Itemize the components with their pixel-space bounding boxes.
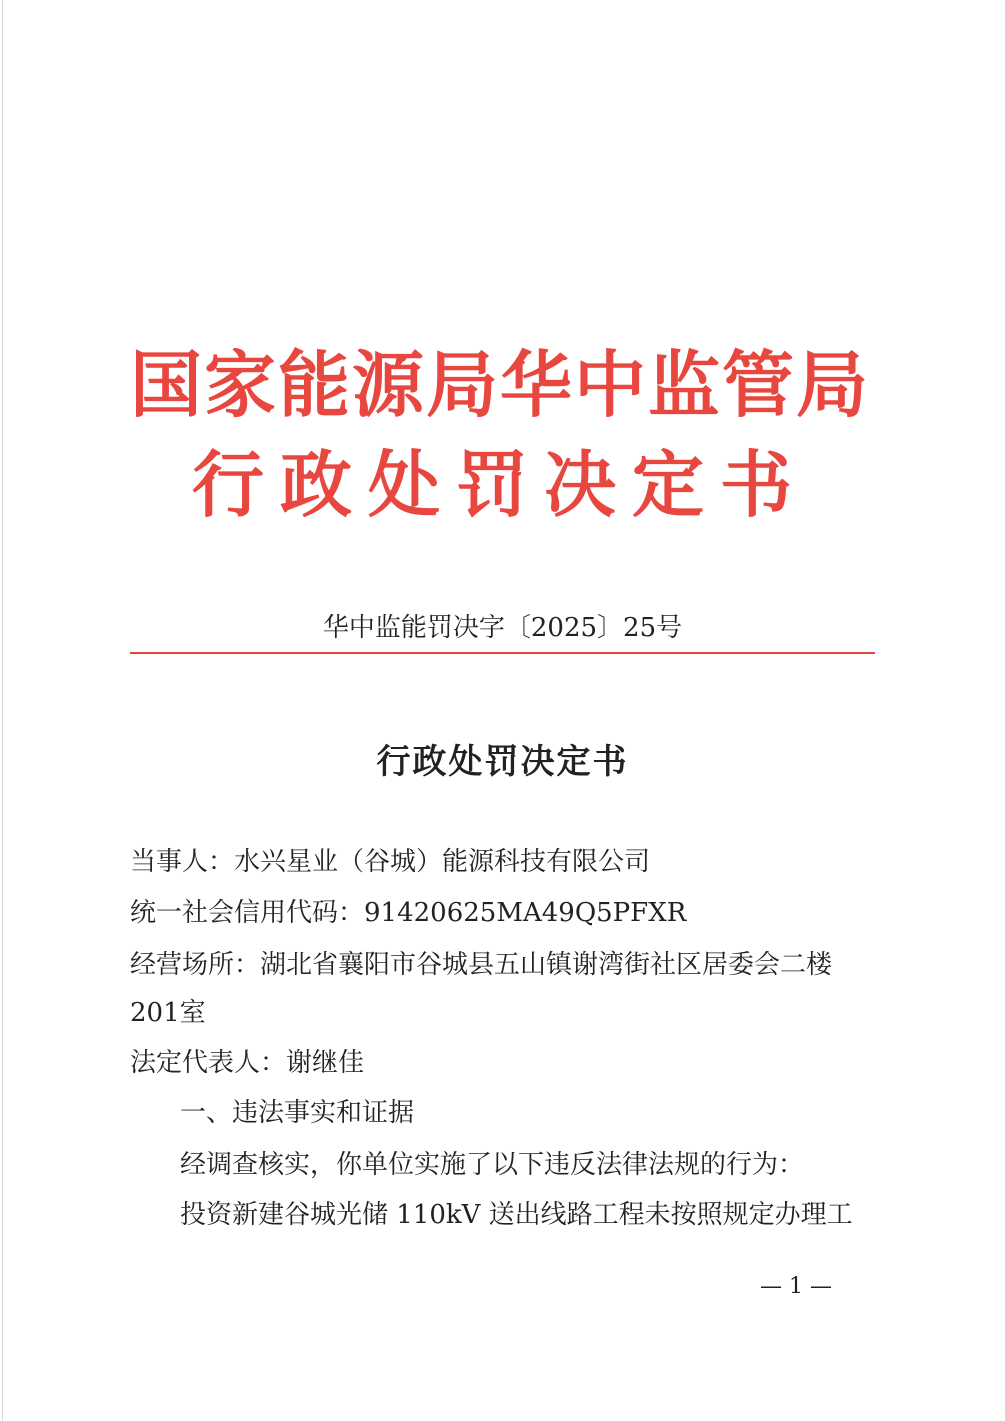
business-address-line1: 经营场所：湖北省襄阳市谷城县五山镇谢湾街社区居委会二楼: [130, 950, 833, 980]
body-paragraph-2: 投资新建谷城光储 110kV 送出线路工程未按照规定办理工: [180, 1200, 853, 1230]
document-title: 行政处罚决定书: [376, 742, 629, 782]
section-heading-violation-facts: 一、违法事实和证据: [180, 1098, 415, 1128]
red-divider-rule: [130, 652, 875, 654]
document-number: 华中监能罚决字〔2025〕25号: [322, 613, 683, 643]
document-type-header: 行政处罚决定书: [191, 443, 808, 527]
credit-code: 统一社会信用代码：91420625MA49Q5PFXR: [130, 898, 687, 928]
legal-representative: 法定代表人：谢继佳: [130, 1048, 365, 1078]
body-paragraph-1: 经调查核实，你单位实施了以下违反法律法规的行为：: [180, 1150, 805, 1180]
party-name: 当事人：水兴星业（谷城）能源科技有限公司: [130, 847, 651, 877]
issuing-authority-header: 国家能源局华中监管局: [129, 343, 870, 427]
page-number: — 1 —: [760, 1274, 832, 1299]
scan-edge: [2, 0, 3, 1421]
business-address-line2: 201室: [130, 998, 206, 1028]
